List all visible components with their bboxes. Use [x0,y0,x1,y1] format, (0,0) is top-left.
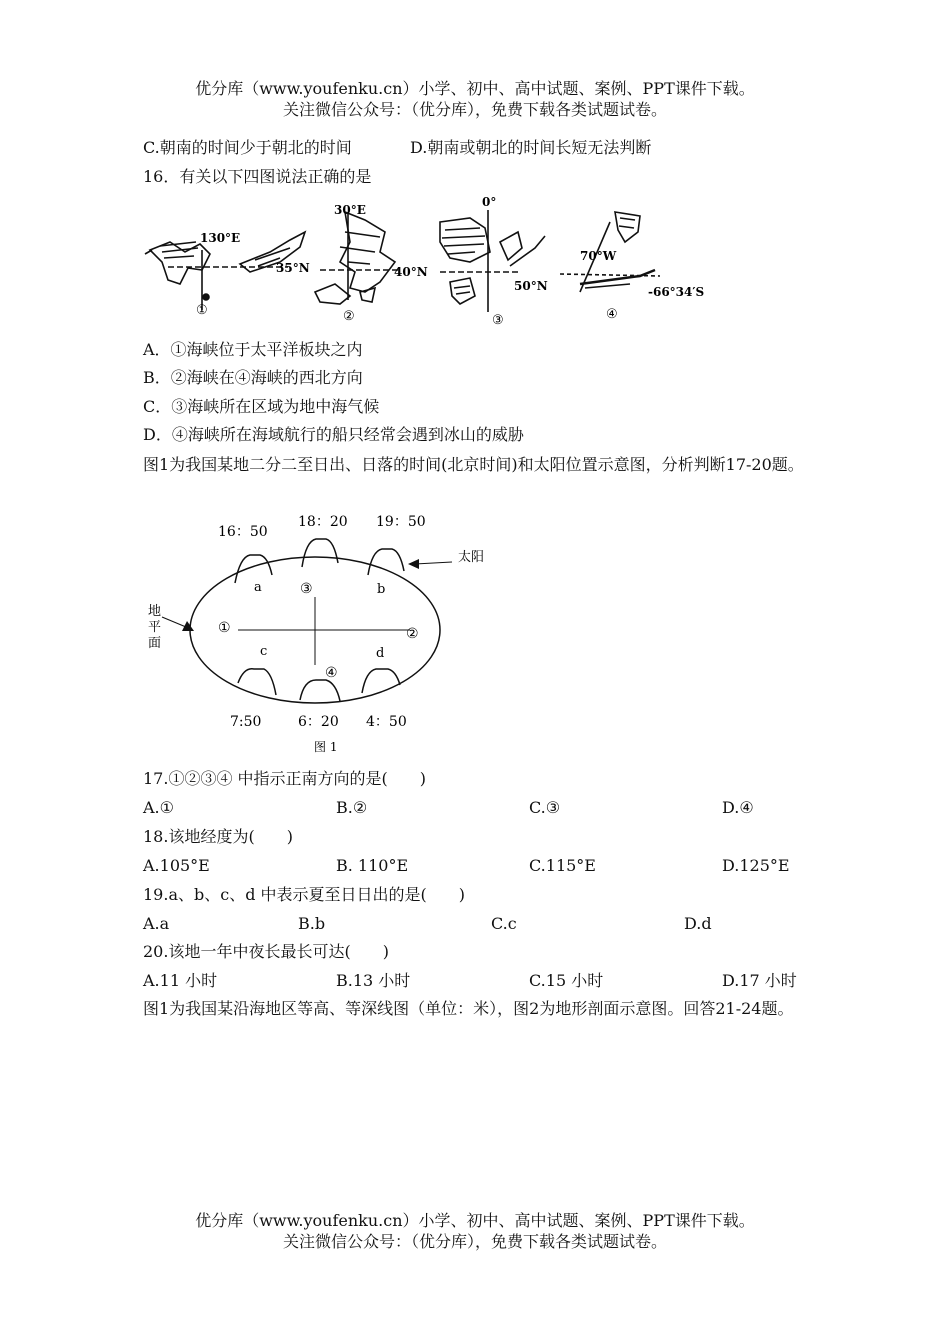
header-line-1: 优分库（www.youfenku.cn）小学、初中、高中试题、案例、PPT课件下载。 [195,79,755,98]
ground-label-3: 面 [148,636,162,651]
header-line-2: 关注微信公众号：（优分库），免费下载各类试题试卷。 [282,100,667,119]
map-2 [315,212,400,304]
q20-option-b: B.13 小时 [336,971,411,990]
map-1-lat: 35°N [276,261,310,275]
map-2-lat: 40°N [394,265,428,279]
figure-1-sun-diagram [140,505,540,755]
intro-17-20: 图1为我国某地二分二至日出、日落的时间(北京时间)和太阳位置示意图，分析判断17-20题。 [143,455,804,474]
footer-line-1: 优分库（www.youfenku.cn）小学、初中、高中试题、案例、PPT课件下载。 [195,1211,755,1230]
q19-option-c: C.c [491,914,517,933]
q20-option-c: C.15 小时 [529,971,604,990]
intro-21-24: 图1为我国某沿海地区等高、等深线图（单位：米），图2为地形剖面示意图。回答21-24题。 [143,999,794,1018]
mark-d: d [376,646,385,661]
q16-strait-maps [140,192,720,332]
map-4-no: ④ [606,307,618,322]
q20-option-a: A.11 小时 [143,971,218,990]
map-4-lon: 70°W [580,249,617,263]
q17-stem: 17.①②③④ 中指示正南方向的是( ) [143,769,427,788]
q17-option-c: C.③ [529,798,561,817]
footer-line-2: 关注微信公众号：（优分库），免费下载各类试题试卷。 [282,1232,667,1251]
top-time-2: 18：20 [298,514,348,530]
mark-2: ② [406,626,419,642]
top-time-3: 19：50 [376,514,426,530]
bottom-time-3: 4：50 [366,714,407,730]
q16-option-c: C．③海峡所在区域为地中海气候 [143,397,380,416]
q16-stem: 16．有关以下四图说法正确的是 [143,167,372,186]
q16-option-b: B．②海峡在④海峡的西北方向 [143,368,363,387]
map-3-lon: 0° [482,195,497,209]
q18-option-a: A.105°E [143,856,210,875]
mark-3: ③ [300,581,313,597]
q18-option-d: D.125°E [722,856,790,875]
mark-1: ① [218,620,231,636]
q17-option-b: B.② [336,798,368,817]
q19-option-d: D.d [684,914,712,933]
q17-option-a: A.① [143,798,174,817]
map-1-no: ① [196,303,208,318]
ground-label-2: 平 [148,620,162,635]
map-4-lat: -66°34′S [648,285,705,299]
q20-stem: 20.该地一年中夜长最长可达( ) [143,942,389,961]
q19-option-a: A.a [143,914,170,933]
bottom-time-1: 7:50 [230,714,262,730]
mark-b: b [377,582,386,597]
q16-option-a: A．①海峡位于太平洋板块之内 [143,340,363,359]
q15-option-c: C.朝南的时间少于朝北的时间 [143,138,352,157]
figure-caption: 图 1 [314,740,338,754]
map-2-lon: 30°E [334,203,366,217]
map-2-no: ② [343,309,355,324]
q18-option-c: C.115°E [529,856,596,875]
q17-option-d: D.④ [722,798,754,817]
q19-stem: 19.a、b、c、d 中表示夏至日日出的是( ) [143,885,466,904]
ground-label-1: 地 [148,604,162,619]
q20-option-d: D.17 小时 [722,971,797,990]
q15-option-d: D.朝南或朝北的时间长短无法判断 [410,138,652,157]
q16-option-d: D．④海峡所在海域航行的船只经常会遇到冰山的威胁 [143,425,524,444]
top-time-1: 16：50 [218,524,268,540]
mark-4: ④ [325,665,338,681]
map-3 [440,210,545,312]
q18-option-b: B. 110°E [336,856,409,875]
map-1-lon: 130°E [200,231,241,245]
bottom-time-2: 6：20 [298,714,339,730]
q18-stem: 18.该地经度为( ) [143,827,293,846]
sun-label: 太阳 [458,550,485,565]
mark-a: a [254,580,262,595]
map-3-lat: 50°N [514,279,548,293]
mark-c: c [260,644,268,659]
q19-option-b: B.b [298,914,326,933]
map-3-no: ③ [492,313,504,328]
